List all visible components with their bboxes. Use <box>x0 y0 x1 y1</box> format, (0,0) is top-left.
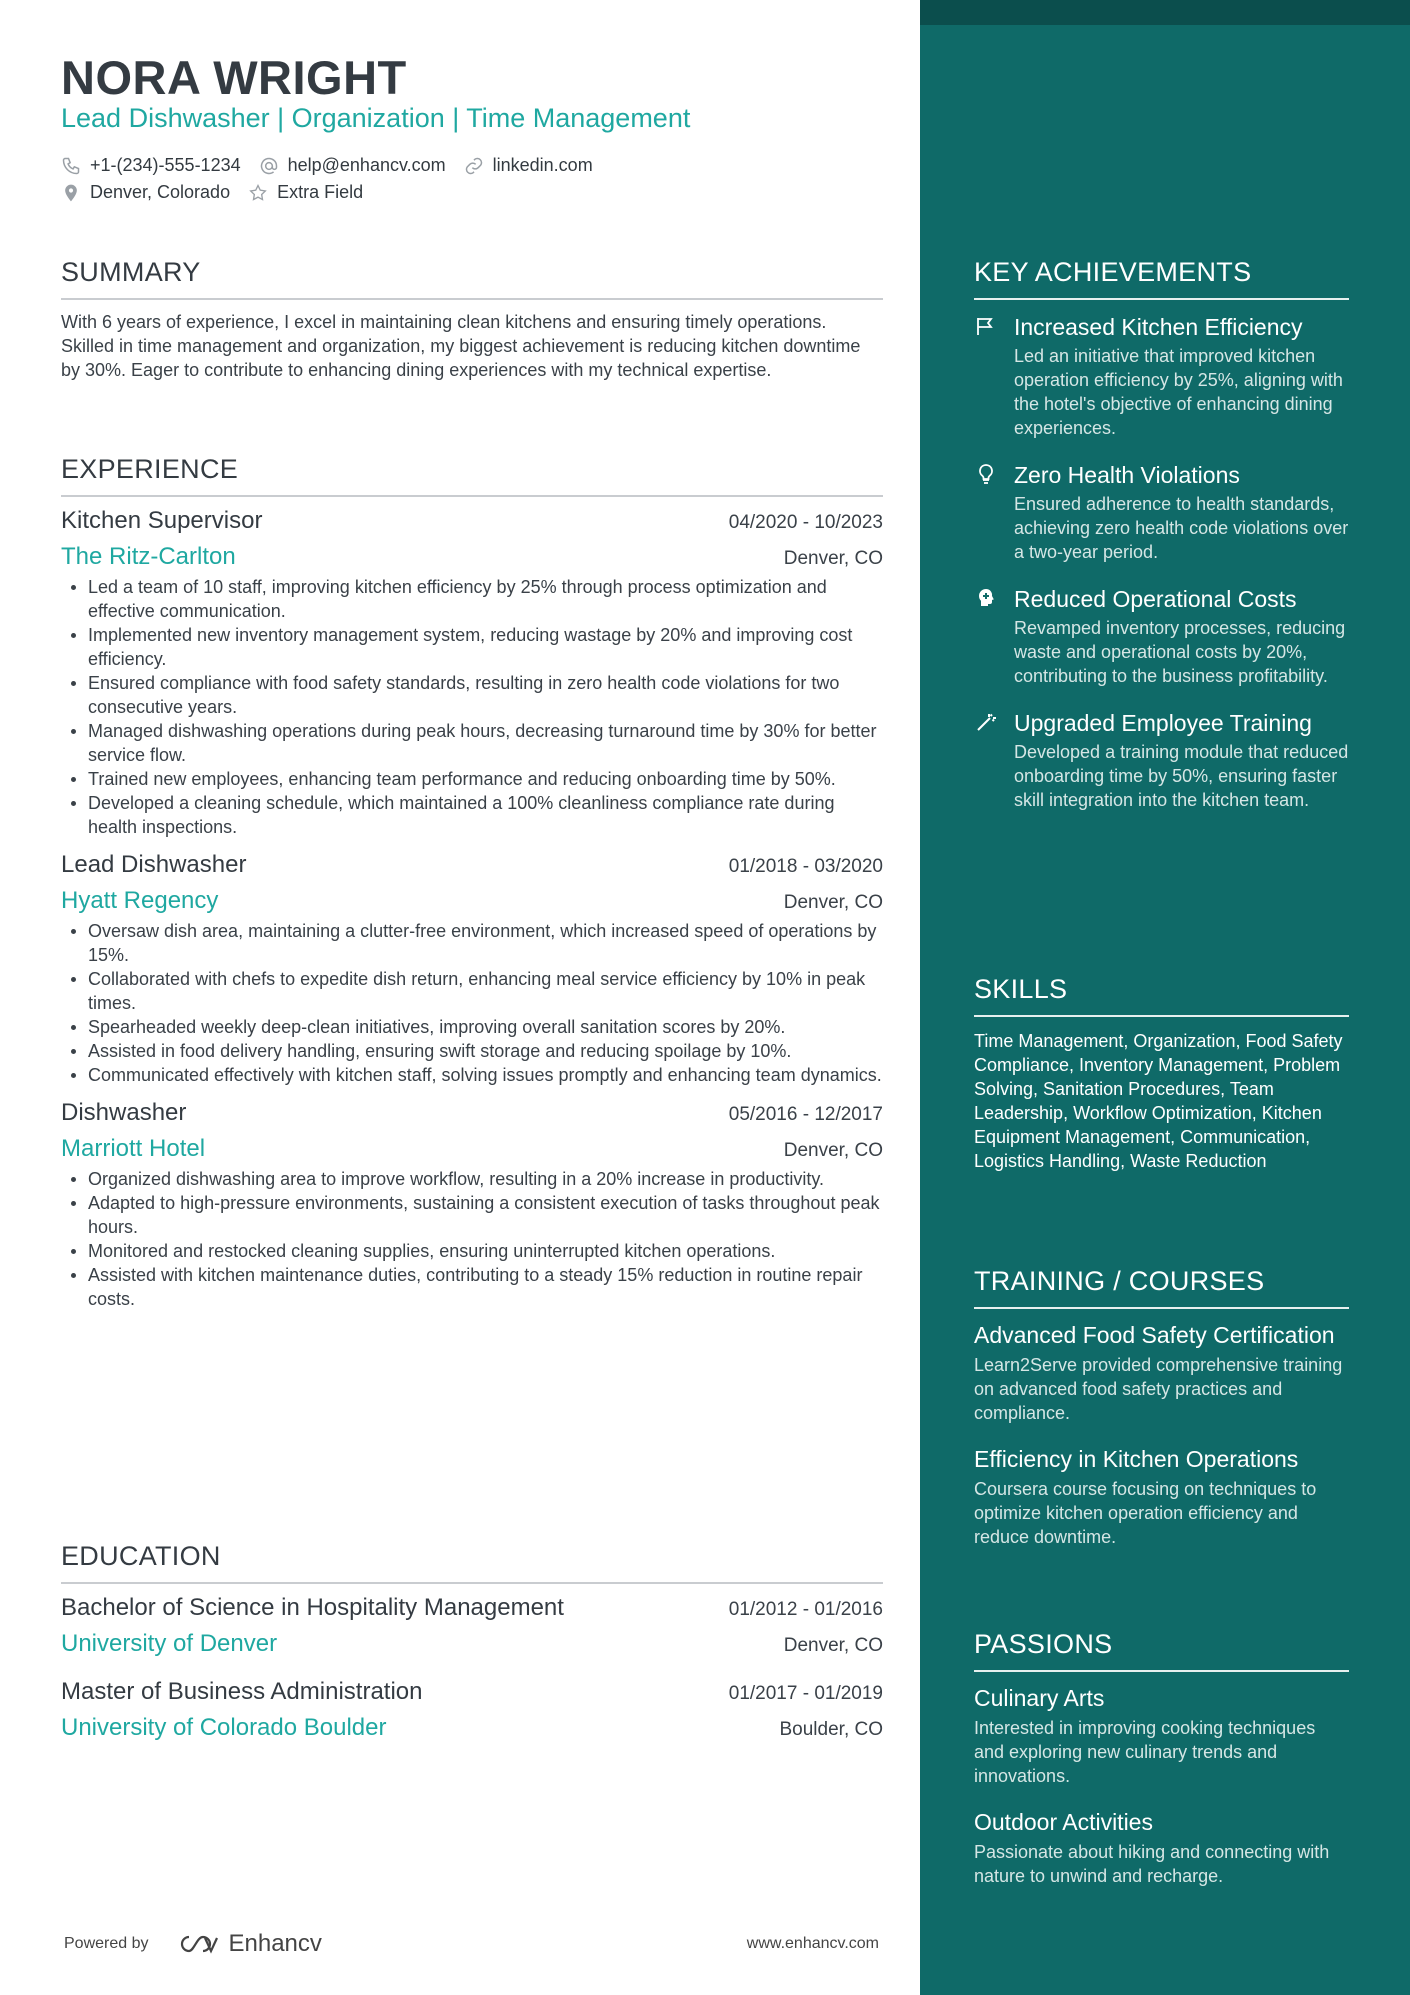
enhancv-logo-icon <box>175 1932 223 1956</box>
list-item: Managed dishwashing operations during peak hours, decreasing turnaround time by 30% for better service flow. <box>61 719 883 767</box>
training-title: TRAINING / COURSES <box>974 1266 1349 1309</box>
link-icon <box>464 156 484 176</box>
passions-section <box>974 1629 1349 1908</box>
job-date: 01/2018 - 03/2020 <box>728 856 883 877</box>
skills-text: Time Management, Organization, Food Safety Compliance, Inventory Management, Problem Solving, Sanitation Procedures, Team Leadership, Workflow Optimization, Kitchen Equipment Management, Communication, Logistics Handling, Waste Reduction <box>974 1031 1343 1171</box>
achievements-section <box>974 257 1349 832</box>
brand-name: Enhancv <box>228 1930 322 1957</box>
summary-section <box>61 257 883 382</box>
list-item: Trained new employees, enhancing team performance and reducing onboarding time by 50%. <box>61 767 883 791</box>
phone-text: +1-(234)-555-1234 <box>90 155 241 175</box>
degree-title: Bachelor of Science in Hospitality Management <box>61 1594 564 1621</box>
job-location: Denver, CO <box>783 548 883 569</box>
job-date: 04/2020 - 10/2023 <box>728 512 883 533</box>
job-entry <box>61 1099 883 1311</box>
achievement-desc: Revamped inventory processes, reducing waste and operational costs by 20%, contributing to the business profitability. <box>1014 618 1346 686</box>
linkedin-text: linkedin.com <box>492 155 593 175</box>
job-title: Lead Dishwasher <box>61 851 247 878</box>
list-item: Oversaw dish area, maintaining a clutter-free environment, which increased speed of operations by 15%. <box>61 919 883 967</box>
education-section <box>61 1541 883 1762</box>
sidebar <box>920 0 1410 1995</box>
education-date: 01/2012 - 01/2016 <box>728 1599 883 1620</box>
achievements-title: KEY ACHIEVEMENTS <box>974 257 1349 300</box>
school-location: Denver, CO <box>783 1635 883 1656</box>
achievement-item <box>974 460 1349 564</box>
list-item: Assisted with kitchen maintenance duties, contributing to a steady 15% reduction in routine repair costs. <box>61 1263 883 1311</box>
job-bullets <box>61 1167 883 1311</box>
job-entry <box>61 851 883 1087</box>
passion-item <box>974 1684 1349 1788</box>
job-location: Denver, CO <box>783 1140 883 1161</box>
passion-item <box>974 1808 1349 1888</box>
school-location: Boulder, CO <box>779 1719 883 1740</box>
experience-section <box>61 454 883 1323</box>
contact-linkedin[interactable] <box>464 155 593 176</box>
education-date: 01/2017 - 01/2019 <box>728 1683 883 1704</box>
brand-logo[interactable] <box>175 1930 322 1958</box>
extra-text: Extra Field <box>277 182 364 202</box>
passion-title: Outdoor Activities <box>974 1809 1153 1835</box>
contact-extra <box>248 182 363 203</box>
magic-wand-icon <box>974 708 1000 734</box>
list-item: Spearheaded weekly deep-clean initiatives, improving overall sanitation scores by 20%. <box>61 1015 883 1039</box>
job-company: Hyatt Regency <box>61 887 219 914</box>
flag-icon <box>974 312 1000 338</box>
sidebar-top-band <box>920 0 1410 25</box>
lightbulb-icon <box>974 460 1000 486</box>
passion-title: Culinary Arts <box>974 1685 1105 1711</box>
footer <box>64 1930 879 1958</box>
list-item: Implemented new inventory management system, reducing wastage by 20% and improving cost efficiency. <box>61 623 883 671</box>
job-location: Denver, CO <box>783 892 883 913</box>
achievement-title: Zero Health Violations <box>1014 462 1240 488</box>
footer-url[interactable]: www.enhancv.com <box>746 1935 879 1952</box>
course-title: Efficiency in Kitchen Operations <box>974 1446 1299 1472</box>
brain-icon <box>974 584 1000 610</box>
job-bullets <box>61 919 883 1087</box>
job-title: Dishwasher <box>61 1099 187 1126</box>
job-date: 05/2016 - 12/2017 <box>728 1104 883 1125</box>
achievement-desc: Developed a training module that reduced onboarding time by 50%, ensuring faster skill integration into the kitchen team. <box>1014 742 1349 810</box>
passion-desc: Interested in improving cooking techniques and exploring new culinary trends and innovations. <box>974 1718 1316 1786</box>
achievement-title: Increased Kitchen Efficiency <box>1014 314 1303 340</box>
achievement-desc: Led an initiative that improved kitchen operation efficiency by 25%, aligning with the hotel's objective of enhancing dining experiences. <box>1014 346 1343 438</box>
list-item: Monitored and restocked cleaning supplies, ensuring uninterrupted kitchen operations. <box>61 1239 883 1263</box>
contact-info <box>61 152 611 206</box>
powered-by-label: Powered by <box>64 1935 149 1952</box>
list-item: Ensured compliance with food safety standards, resulting in zero health code violations for two consecutive years. <box>61 671 883 719</box>
job-company: Marriott Hotel <box>61 1135 206 1162</box>
candidate-name: NORA WRIGHT <box>61 51 407 104</box>
course-desc: Coursera course focusing on techniques to optimize kitchen operation efficiency and reduce downtime. <box>974 1479 1317 1547</box>
achievement-item <box>974 312 1349 440</box>
headline: Lead Dishwasher | Organization | Time Management <box>61 103 691 133</box>
star-icon <box>248 183 268 203</box>
list-item: Led a team of 10 staff, improving kitchen efficiency by 25% through process optimization and effective communication. <box>61 575 883 623</box>
job-bullets <box>61 575 883 839</box>
job-entry <box>61 507 883 839</box>
summary-text: With 6 years of experience, I excel in maintaining clean kitchens and ensuring timely operations. Skilled in time management and organization, my biggest achievement is reducing kitchen downtime by 30%. Eager to contribute to enhancing dining experiences with my technical expertise. <box>61 312 861 380</box>
achievement-item <box>974 584 1349 688</box>
contact-location <box>61 182 230 203</box>
passion-desc: Passionate about hiking and connecting with nature to unwind and recharge. <box>974 1842 1330 1886</box>
location-text: Denver, Colorado <box>90 182 231 202</box>
list-item: Developed a cleaning schedule, which maintained a 100% cleanliness compliance rate during health inspections. <box>61 791 883 839</box>
achievement-item <box>974 708 1349 812</box>
education-entry <box>61 1678 883 1742</box>
list-item: Adapted to high-pressure environments, sustaining a consistent execution of tasks throughout peak hours. <box>61 1191 883 1239</box>
job-title: Kitchen Supervisor <box>61 507 263 534</box>
summary-title: SUMMARY <box>61 257 883 300</box>
achievement-desc: Ensured adherence to health standards, achieving zero health code violations over a two-year period. <box>1014 494 1349 562</box>
list-item: Collaborated with chefs to expedite dish return, enhancing meal service efficiency by 10% in peak times. <box>61 967 883 1015</box>
skills-title: SKILLS <box>974 974 1349 1017</box>
course-item <box>974 1445 1349 1549</box>
at-sign-icon <box>259 156 279 176</box>
phone-icon <box>61 156 81 176</box>
education-title: EDUCATION <box>61 1541 883 1584</box>
contact-phone[interactable] <box>61 155 241 176</box>
list-item: Organized dishwashing area to improve workflow, resulting in a 20% increase in productivity. <box>61 1167 883 1191</box>
education-entry <box>61 1594 883 1658</box>
school-name: University of Colorado Boulder <box>61 1714 387 1741</box>
course-item <box>974 1321 1349 1425</box>
list-item: Assisted in food delivery handling, ensuring swift storage and reducing spoilage by 10%. <box>61 1039 883 1063</box>
list-item: Communicated effectively with kitchen staff, solving issues promptly and enhancing team dynamics. <box>61 1063 883 1087</box>
experience-title: EXPERIENCE <box>61 454 883 497</box>
course-desc: Learn2Serve provided comprehensive training on advanced food safety practices and compliance. <box>974 1355 1343 1423</box>
training-section <box>974 1266 1349 1569</box>
contact-email[interactable] <box>259 155 446 176</box>
achievement-title: Reduced Operational Costs <box>1014 586 1297 612</box>
course-title: Advanced Food Safety Certification <box>974 1322 1335 1348</box>
email-text: help@enhancv.com <box>287 155 446 175</box>
school-name: University of Denver <box>61 1630 278 1657</box>
location-pin-icon <box>61 183 81 203</box>
passions-title: PASSIONS <box>974 1629 1349 1672</box>
achievement-title: Upgraded Employee Training <box>1014 710 1312 736</box>
skills-section <box>974 974 1349 1173</box>
job-company: The Ritz-Carlton <box>61 543 236 570</box>
degree-title: Master of Business Administration <box>61 1678 423 1705</box>
